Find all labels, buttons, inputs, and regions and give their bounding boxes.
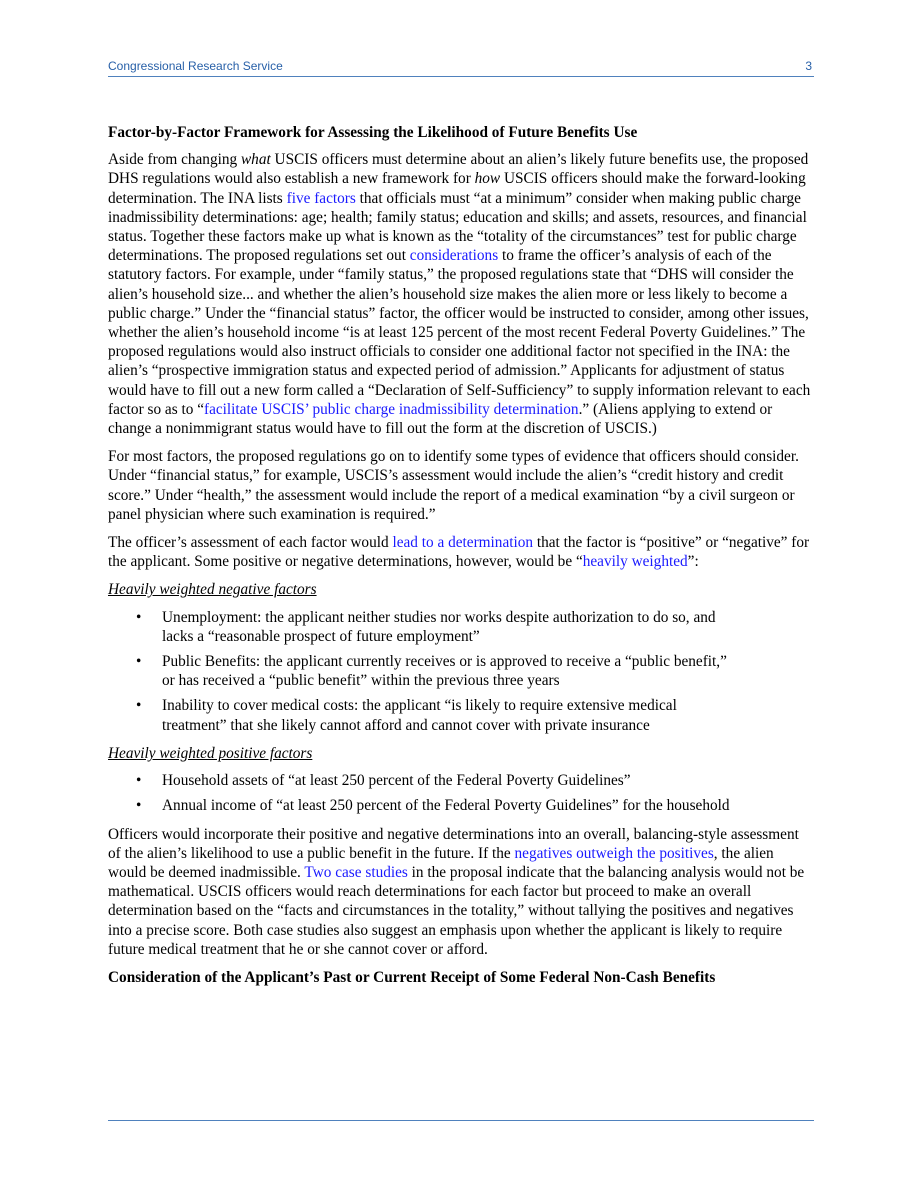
section-heading-noncash-benefits: Consideration of the Applicant’s Past or Current Receipt of Some Federal Non-Cash Benefits [108, 968, 716, 986]
list-item: • Public Benefits: the applicant currently receives or is approved to receive a “public benefit,” or has received a “public benefit” within the previous three years [108, 652, 732, 690]
negative-factors-list [108, 608, 814, 735]
link-two-case-studies[interactable]: Two case studies [304, 863, 408, 881]
emphasis-how: how [474, 170, 501, 188]
emphasis-what: what [240, 151, 271, 169]
subheading-positive-factors: Heavily weighted positive factors [108, 744, 313, 762]
link-considerations[interactable]: considerations [409, 247, 499, 265]
list-item: • Household assets of “at least 250 percent of the Federal Poverty Guidelines” [108, 771, 732, 790]
link-facilitate-determination[interactable]: facilitate USCIS’ public charge inadmissibility determination [204, 400, 579, 418]
link-lead-to-determination[interactable]: lead to a determination [392, 534, 534, 552]
list-item: • Annual income of “at least 250 percent of the Federal Poverty Guidelines” for the household [108, 796, 732, 815]
paragraph-evidence: For most factors, the proposed regulations go on to identify some types of evidence that officers should consider. Under “financial status,” for example, USCIS’s assessment would include the alien’s “credit history and credit score.” Under “health,” the assessment would include the report of a medical examination “by a civil surgeon or panel physician where such examination is required.” [108, 448, 799, 523]
link-negatives-outweigh[interactable]: negatives outweigh the positives [514, 844, 714, 862]
paragraph-balancing: Officers would incorporate their positive and negative determinations into an overall, balancing-style assessment of the alien’s likelihood to use a public benefit in the future. If the negatives outweigh the positives, the alien would be deemed inadmissible. Two case studies in the proposal indicate that the balancing analysis would not be mathematical. USCIS officers would reach determinations for each factor but proceed to make an overall determination based on the “facts and circumstances in the totality,” without tallying the positives and negatives into a precise score. Both case studies also suggest an emphasis upon whether the applicant is likely to require future medical treatment that he or she cannot cover or afford. [108, 825, 805, 958]
subheading-negative-factors: Heavily weighted negative factors [108, 581, 317, 599]
header-source: Congressional Research Service [108, 59, 283, 73]
document-body [108, 123, 814, 995]
page-header [108, 58, 814, 77]
footer-divider [108, 1120, 814, 1121]
list-item: • Unemployment: the applicant neither studies nor works despite authorization to do so, and lacks a “reasonable prospect of future employment” [108, 608, 732, 646]
header-page-number: 3 [805, 59, 812, 73]
paragraph-assessment: The officer’s assessment of each factor would lead to a determination that the factor is “positive” or “negative” for the applicant. Some positive or negative determinations, however, would be “heavily weighted”: [108, 534, 810, 571]
paragraph-framework: Aside from changing what USCIS officers must determine about an alien’s likely future benefits use, the proposed DHS regulations would also establish a new framework for how USCIS officers should make the forward-looking determination. The INA lists five factors that officials must “at a minimum” consider when making public charge inadmissibility determinations: age; health; family status; education and skills; and assets, resources, and financial status. Together these factors make up what is known as the “totality of the circumstances” test for public charge determinations. The proposed regulations set out considerations to frame the officer’s analysis of each of the statutory factors. For example, under “family status,” the proposed regulations state that “DHS will consider the alien’s household size... and whether the alien’s household size makes the alien more or less likely to become a public charge.” Under the “financial status” factor, the officer would be instructed to consider, among other issues, whether the alien’s household income “is at least 125 percent of the most recent Federal Poverty Guidelines.” The proposed regulations would also instruct officials to consider one additional factor not specified in the INA: the alien’s “prospective immigration status and expected period of admission.” Applicants for adjustment of status would have to fill out a new form called a “Declaration of Self-Sufficiency” to supply information relevant to each factor so as to “facilitate USCIS’ public charge inadmissibility determination.” (Aliens applying to extend or change a nonimmigrant status would have to fill out the form at the discretion of USCIS.) [108, 151, 811, 438]
section-heading-framework: Factor-by-Factor Framework for Assessing the Likelihood of Future Benefits Use [108, 124, 638, 141]
link-five-factors[interactable]: five factors [286, 189, 356, 207]
list-item: • Inability to cover medical costs: the applicant “is likely to require extensive medical treatment” that she likely cannot afford and cannot cover with private insurance [108, 696, 732, 734]
link-heavily-weighted[interactable]: heavily weighted [582, 553, 688, 571]
positive-factors-list [108, 771, 814, 815]
